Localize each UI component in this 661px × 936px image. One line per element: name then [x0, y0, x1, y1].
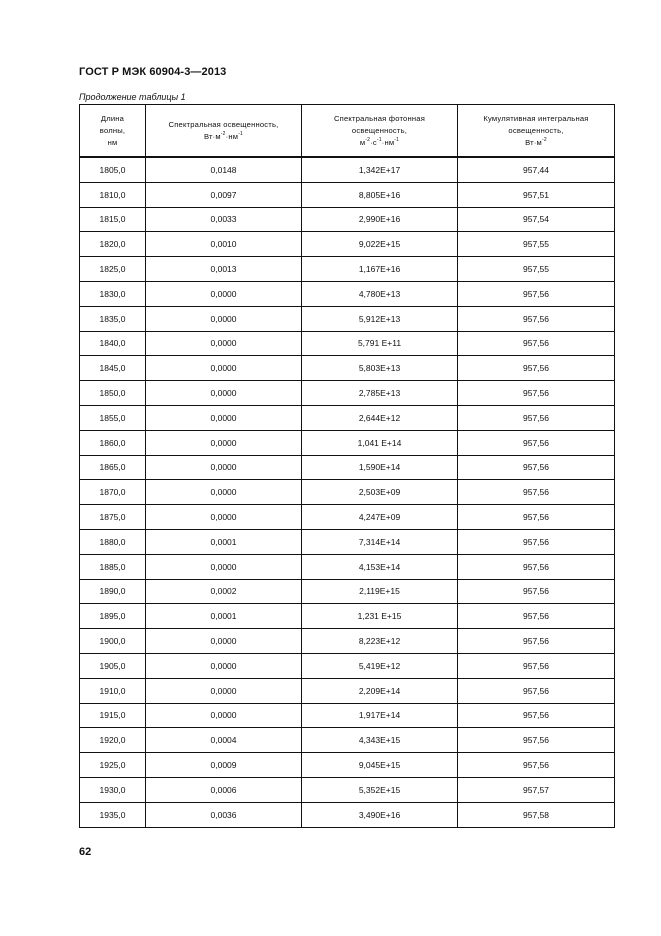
irradiance-cell: 0,0000 — [146, 306, 302, 331]
photon-irradiance-cell: 8,805E+16 — [302, 182, 458, 207]
irradiance-cell: 0,0010 — [146, 232, 302, 257]
irradiance-cell: 0,0000 — [146, 430, 302, 455]
photon-irradiance-cell: 2,785E+13 — [302, 381, 458, 406]
photon-irradiance-cell: 5,352E+15 — [302, 777, 458, 802]
wavelength-cell: 1865,0 — [80, 455, 146, 480]
table-row — [80, 207, 615, 232]
photon-irradiance-cell: 2,990E+16 — [302, 207, 458, 232]
photon-irradiance-cell: 2,119E+15 — [302, 579, 458, 604]
cumulative-cell: 957,56 — [458, 529, 615, 554]
cumulative-cell: 957,44 — [458, 157, 615, 182]
cumulative-cell: 957,56 — [458, 505, 615, 530]
spectral-data-table — [79, 104, 615, 828]
header-unit: $Вт\cdot м^{-2}$ — [525, 136, 547, 147]
irradiance-cell: 0,0001 — [146, 529, 302, 554]
table-row — [80, 257, 615, 282]
table-row — [80, 554, 615, 579]
cumulative-cell: 957,54 — [458, 207, 615, 232]
cumulative-cell: 957,56 — [458, 629, 615, 654]
wavelength-cell: 1870,0 — [80, 480, 146, 505]
irradiance-cell: 0,0009 — [146, 753, 302, 778]
cumulative-cell: 957,56 — [458, 331, 615, 356]
table-row — [80, 157, 615, 182]
wavelength-cell: 1850,0 — [80, 381, 146, 406]
irradiance-cell: 0,0000 — [146, 629, 302, 654]
header-unit: $м^{-2}\cdot с^{-1}\cdot нм^{-1}$ — [359, 136, 400, 147]
irradiance-cell: 0,0000 — [146, 505, 302, 530]
cumulative-cell: 957,58 — [458, 802, 615, 827]
column-header-spectral-photon-irradiance — [302, 105, 458, 158]
irradiance-cell: 0,0000 — [146, 381, 302, 406]
wavelength-cell: 1830,0 — [80, 281, 146, 306]
photon-irradiance-cell: 4,343E+15 — [302, 728, 458, 753]
table-row — [80, 777, 615, 802]
cumulative-cell: 957,56 — [458, 405, 615, 430]
wavelength-cell: 1875,0 — [80, 505, 146, 530]
header-line: Спектральная освещенность, — [168, 119, 279, 129]
table-row — [80, 381, 615, 406]
document-header: ГОСТ Р МЭК 60904-3—2013 — [79, 66, 227, 78]
table-row — [80, 529, 615, 554]
photon-irradiance-cell: 5,912E+13 — [302, 306, 458, 331]
table-row — [80, 430, 615, 455]
irradiance-cell: 0,0006 — [146, 777, 302, 802]
photon-irradiance-cell: 4,153E+14 — [302, 554, 458, 579]
wavelength-cell: 1840,0 — [80, 331, 146, 356]
irradiance-cell: 0,0000 — [146, 331, 302, 356]
cumulative-cell: 957,56 — [458, 728, 615, 753]
table-row — [80, 703, 615, 728]
table-header — [80, 105, 615, 158]
irradiance-cell: 0,0004 — [146, 728, 302, 753]
irradiance-cell: 0,0000 — [146, 480, 302, 505]
irradiance-cell: 0,0000 — [146, 703, 302, 728]
wavelength-cell: 1860,0 — [80, 430, 146, 455]
table-body — [80, 157, 615, 827]
table-caption: Продолжение таблицы 1 — [79, 92, 186, 102]
photon-irradiance-cell: 1,167E+16 — [302, 257, 458, 282]
header-unit: $Вт\cdot м^{-2}\cdot нм^{-1}$ — [203, 130, 244, 141]
table-row — [80, 579, 615, 604]
cumulative-cell: 957,56 — [458, 703, 615, 728]
photon-irradiance-cell: 5,803E+13 — [302, 356, 458, 381]
photon-irradiance-cell: 1,590E+14 — [302, 455, 458, 480]
wavelength-cell: 1855,0 — [80, 405, 146, 430]
table-row — [80, 306, 615, 331]
header-line: освещенность, — [351, 125, 408, 135]
photon-irradiance-cell: 5,791 E+11 — [302, 331, 458, 356]
cumulative-cell: 957,55 — [458, 232, 615, 257]
irradiance-cell: 0,0000 — [146, 405, 302, 430]
wavelength-cell: 1885,0 — [80, 554, 146, 579]
cumulative-cell: 957,56 — [458, 356, 615, 381]
column-header-cumulative-irradiance — [458, 105, 615, 158]
wavelength-cell: 1845,0 — [80, 356, 146, 381]
wavelength-cell: 1935,0 — [80, 802, 146, 827]
table-row — [80, 405, 615, 430]
header-line: освещенность, — [508, 125, 564, 135]
cumulative-cell: 957,51 — [458, 182, 615, 207]
photon-irradiance-cell: 7,314E+14 — [302, 529, 458, 554]
cumulative-cell: 957,56 — [458, 579, 615, 604]
table-row — [80, 232, 615, 257]
wavelength-cell: 1820,0 — [80, 232, 146, 257]
table-row — [80, 455, 615, 480]
cumulative-cell: 957,56 — [458, 281, 615, 306]
table-row — [80, 182, 615, 207]
photon-irradiance-cell: 1,231 E+15 — [302, 604, 458, 629]
cumulative-cell: 957,56 — [458, 653, 615, 678]
wavelength-cell: 1895,0 — [80, 604, 146, 629]
irradiance-cell: 0,0097 — [146, 182, 302, 207]
wavelength-cell: 1810,0 — [80, 182, 146, 207]
cumulative-cell: 957,56 — [458, 753, 615, 778]
cumulative-cell: 957,56 — [458, 604, 615, 629]
photon-irradiance-cell: 1,041 E+14 — [302, 430, 458, 455]
column-header-wavelength — [80, 105, 146, 158]
table-row — [80, 281, 615, 306]
wavelength-cell: 1835,0 — [80, 306, 146, 331]
table-row — [80, 629, 615, 654]
wavelength-cell: 1905,0 — [80, 653, 146, 678]
table-row — [80, 802, 615, 827]
photon-irradiance-cell: 9,045E+15 — [302, 753, 458, 778]
header-line: Спектральная фотонная — [333, 113, 426, 123]
irradiance-cell: 0,0001 — [146, 604, 302, 629]
header-line: нм — [107, 137, 118, 147]
irradiance-cell: 0,0000 — [146, 653, 302, 678]
wavelength-cell: 1920,0 — [80, 728, 146, 753]
table-row — [80, 505, 615, 530]
photon-irradiance-cell: 1,917E+14 — [302, 703, 458, 728]
table-row — [80, 331, 615, 356]
table-row — [80, 653, 615, 678]
photon-irradiance-cell: 2,644E+12 — [302, 405, 458, 430]
irradiance-cell: 0,0036 — [146, 802, 302, 827]
wavelength-cell: 1890,0 — [80, 579, 146, 604]
irradiance-cell: 0,0000 — [146, 455, 302, 480]
irradiance-cell: 0,0000 — [146, 678, 302, 703]
page-number: 62 — [79, 846, 92, 858]
irradiance-cell: 0,0000 — [146, 356, 302, 381]
irradiance-cell: 0,0148 — [146, 157, 302, 182]
wavelength-cell: 1815,0 — [80, 207, 146, 232]
cumulative-cell: 957,56 — [458, 480, 615, 505]
irradiance-cell: 0,0013 — [146, 257, 302, 282]
cumulative-cell: 957,55 — [458, 257, 615, 282]
cumulative-cell: 957,56 — [458, 306, 615, 331]
wavelength-cell: 1930,0 — [80, 777, 146, 802]
photon-irradiance-cell: 2,503E+09 — [302, 480, 458, 505]
table-row — [80, 678, 615, 703]
wavelength-cell: 1805,0 — [80, 157, 146, 182]
photon-irradiance-cell: 3,490E+16 — [302, 802, 458, 827]
photon-irradiance-cell: 4,780E+13 — [302, 281, 458, 306]
photon-irradiance-cell: 1,342E+17 — [302, 157, 458, 182]
column-header-spectral-irradiance — [146, 105, 302, 158]
header-line: волны, — [99, 125, 126, 135]
irradiance-cell: 0,0000 — [146, 281, 302, 306]
irradiance-cell: 0,0002 — [146, 579, 302, 604]
wavelength-cell: 1910,0 — [80, 678, 146, 703]
table-header-row — [80, 105, 615, 158]
photon-irradiance-cell: 8,223E+12 — [302, 629, 458, 654]
cumulative-cell: 957,56 — [458, 381, 615, 406]
photon-irradiance-cell: 9,022E+15 — [302, 232, 458, 257]
irradiance-cell: 0,0033 — [146, 207, 302, 232]
photon-irradiance-cell: 4,247E+09 — [302, 505, 458, 530]
wavelength-cell: 1925,0 — [80, 753, 146, 778]
wavelength-cell: 1915,0 — [80, 703, 146, 728]
table-row — [80, 728, 615, 753]
cumulative-cell: 957,56 — [458, 430, 615, 455]
table-row — [80, 480, 615, 505]
wavelength-cell: 1900,0 — [80, 629, 146, 654]
table-row — [80, 604, 615, 629]
header-line: Длина — [100, 113, 125, 123]
table-row — [80, 356, 615, 381]
header-line: Кумулятивная интегральная — [483, 113, 589, 123]
photon-irradiance-cell: 2,209E+14 — [302, 678, 458, 703]
cumulative-cell: 957,56 — [458, 554, 615, 579]
wavelength-cell: 1825,0 — [80, 257, 146, 282]
irradiance-cell: 0,0000 — [146, 554, 302, 579]
wavelength-cell: 1880,0 — [80, 529, 146, 554]
cumulative-cell: 957,57 — [458, 777, 615, 802]
photon-irradiance-cell: 5,419E+12 — [302, 653, 458, 678]
table-row — [80, 753, 615, 778]
cumulative-cell: 957,56 — [458, 455, 615, 480]
cumulative-cell: 957,56 — [458, 678, 615, 703]
